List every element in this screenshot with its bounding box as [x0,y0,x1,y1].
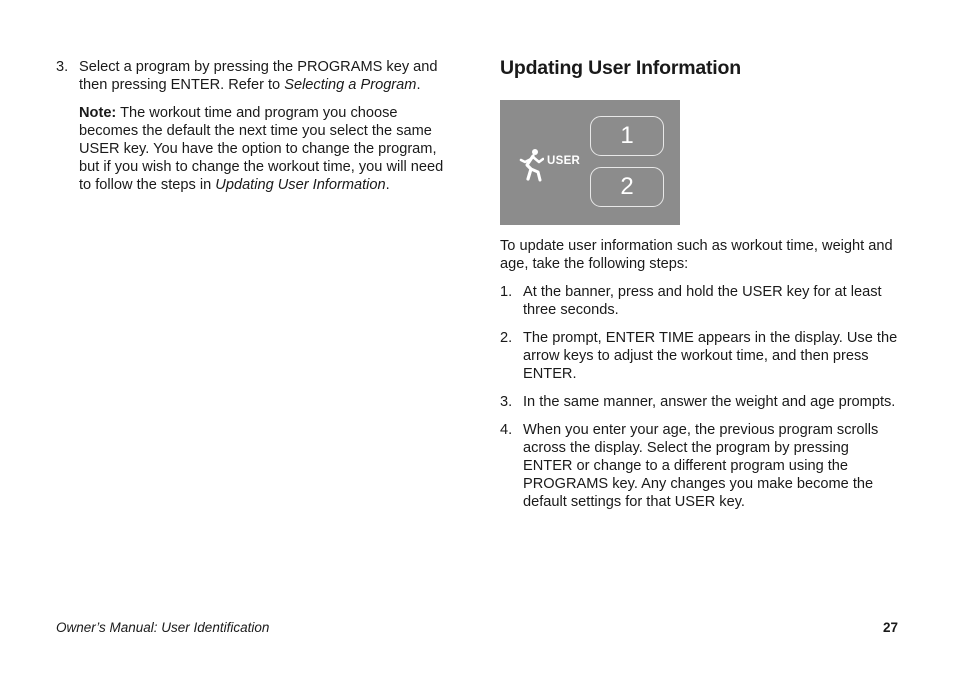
step-2 [500,329,900,383]
step-reference: Selecting a Program [284,77,417,93]
note-paragraph [56,104,456,194]
note-text-end: . [385,177,390,193]
note-reference: Updating User Information [215,177,386,193]
step-number: 1. [500,284,513,300]
step-number: 3. [56,59,69,75]
intro-paragraph: To update user information such as workout time, weight and age, take the following steps: [500,238,893,272]
step-text: At the banner, press and hold the USER key for at least three seconds. [523,284,882,318]
user-label: USER [547,155,581,167]
step-text: When you enter your age, the previous program scrolls across the display. Select the program by pressing ENTER or change to a different program using the PROGRAMS key. Any changes you make become the default settings for that USER key. [523,422,879,510]
user-key-2: 2 [590,167,664,207]
step-number: 3. [500,394,513,410]
runner-icon [518,148,544,182]
step-4 [500,421,900,511]
step-number: 2. [500,330,513,346]
footer-title: Owner’s Manual: User Identification [56,620,270,635]
page-number: 27 [882,620,898,635]
section-heading: Updating User Information [500,57,741,79]
step-3-select-program [56,58,456,94]
user-key-panel-image [500,100,680,225]
step-number: 4. [500,422,513,438]
step-text: In the same manner, answer the weight and age prompts. [523,394,896,410]
step-1 [500,283,900,319]
left-column [56,58,456,194]
user-key-1: 1 [590,116,664,156]
step-text-end: . [416,77,421,93]
note-label: Note: [79,105,117,121]
step-3 [500,393,900,411]
step-text: Select a program by pressing the PROGRAMS key and then pressing ENTER. Refer to [79,59,438,93]
right-column [500,56,900,521]
note-text: The workout time and program you choose becomes the default the next time you select the same USER key. You have the option to change the program, but if you wish to change the workout time, you will need to follow the steps in [79,105,444,193]
step-text: The prompt, ENTER TIME appears in the display. Use the arrow keys to adjust the workout time, and then press ENTER. [523,330,898,382]
